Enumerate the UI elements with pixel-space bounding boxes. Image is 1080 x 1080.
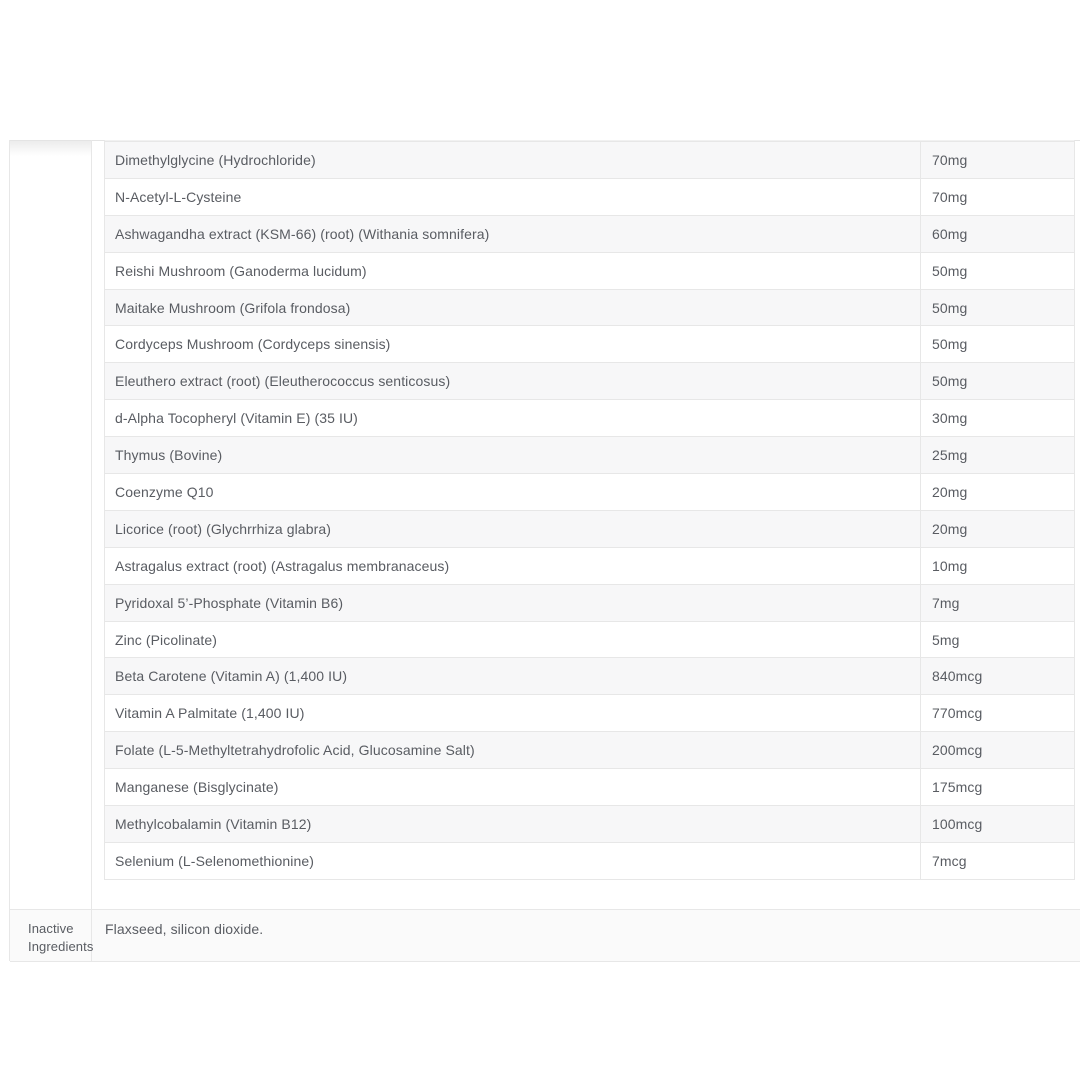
ingredient-name: Manganese (Bisglycinate) (115, 779, 279, 796)
ingredient-amount: 175mcg (920, 769, 1074, 805)
active-ingredients-table (104, 140, 1075, 880)
ingredient-amount: 770mcg (920, 695, 1074, 731)
table-row (105, 253, 1074, 290)
ingredient-amount: 100mcg (920, 806, 1074, 842)
label-column-divider (91, 140, 92, 909)
table-row (105, 622, 1074, 659)
table-row (105, 400, 1074, 437)
ingredient-name: Maitake Mushroom (Grifola frondosa) (115, 299, 351, 316)
ingredient-name: Reishi Mushroom (Ganoderma lucidum) (115, 262, 367, 279)
ingredients-section (9, 140, 1080, 961)
table-row (105, 658, 1074, 695)
ingredient-name: d-Alpha Tocopheryl (Vitamin E) (35 IU) (115, 410, 358, 427)
inactive-ingredients-value: Flaxseed, silicon dioxide. (105, 921, 264, 937)
table-row (105, 843, 1074, 880)
ingredient-amount: 5mg (920, 622, 1074, 658)
table-row (105, 732, 1074, 769)
ingredient-name: Selenium (L-Selenomethionine) (115, 852, 315, 869)
table-row (105, 142, 1074, 179)
ingredient-amount: 20mg (920, 511, 1074, 547)
table-row (105, 363, 1074, 400)
ingredient-name: Vitamin A Palmitate (1,400 IU) (115, 705, 305, 722)
table-body (105, 142, 1074, 880)
table-row (105, 695, 1074, 732)
table-row (105, 290, 1074, 327)
ingredient-amount: 70mg (920, 142, 1074, 178)
ingredient-amount: 50mg (920, 253, 1074, 289)
ingredient-name: Dimethylglycine (Hydrochloride) (115, 151, 316, 168)
ingredient-name: Astragalus extract (root) (Astragalus membranaceus) (115, 557, 450, 574)
table-row (105, 769, 1074, 806)
ingredient-amount: 7mg (920, 585, 1074, 621)
table-row (105, 511, 1074, 548)
ingredient-name: N-Acetyl-L-Cysteine (115, 188, 242, 205)
inactive-ingredients-label: Inactive Ingredients (10, 910, 92, 961)
ingredient-name: Eleuthero extract (root) (Eleutherococcus senticosus) (115, 373, 451, 390)
ingredient-amount: 840mcg (920, 658, 1074, 694)
ingredient-amount: 25mg (920, 437, 1074, 473)
table-row (105, 585, 1074, 622)
label-column-shadow (10, 141, 91, 156)
inactive-ingredients-row (10, 909, 1080, 962)
ingredient-name: Zinc (Picolinate) (115, 631, 218, 648)
table-row (105, 806, 1074, 843)
table-row (105, 437, 1074, 474)
ingredient-name: Beta Carotene (Vitamin A) (1,400 IU) (115, 668, 348, 685)
ingredient-amount: 20mg (920, 474, 1074, 510)
ingredient-name: Folate (L-5-Methyltetrahydrofolic Acid, Glucosamine Salt) (115, 742, 475, 759)
ingredient-amount: 60mg (920, 216, 1074, 252)
ingredient-name: Methylcobalamin (Vitamin B12) (115, 815, 312, 832)
ingredient-amount: 50mg (920, 290, 1074, 326)
ingredient-name: Ashwagandha extract (KSM-66) (root) (Withania somnifera) (115, 225, 490, 242)
ingredient-amount: 30mg (920, 400, 1074, 436)
table-row (105, 179, 1074, 216)
table-row (105, 326, 1074, 363)
ingredient-name: Coenzyme Q10 (115, 483, 214, 500)
ingredient-amount: 70mg (920, 179, 1074, 215)
ingredient-amount: 200mcg (920, 732, 1074, 768)
ingredient-name: Cordyceps Mushroom (Cordyceps sinensis) (115, 336, 391, 353)
table-row (105, 548, 1074, 585)
table-row (105, 216, 1074, 253)
table-row (105, 474, 1074, 511)
ingredient-amount: 7mcg (920, 843, 1074, 879)
ingredient-amount: 10mg (920, 548, 1074, 584)
ingredient-name: Pyridoxal 5’-Phosphate (Vitamin B6) (115, 594, 344, 611)
ingredient-amount: 50mg (920, 363, 1074, 399)
ingredient-amount: 50mg (920, 326, 1074, 362)
ingredient-name: Thymus (Bovine) (115, 447, 223, 464)
ingredient-name: Licorice (root) (Glychrrhiza glabra) (115, 520, 331, 537)
